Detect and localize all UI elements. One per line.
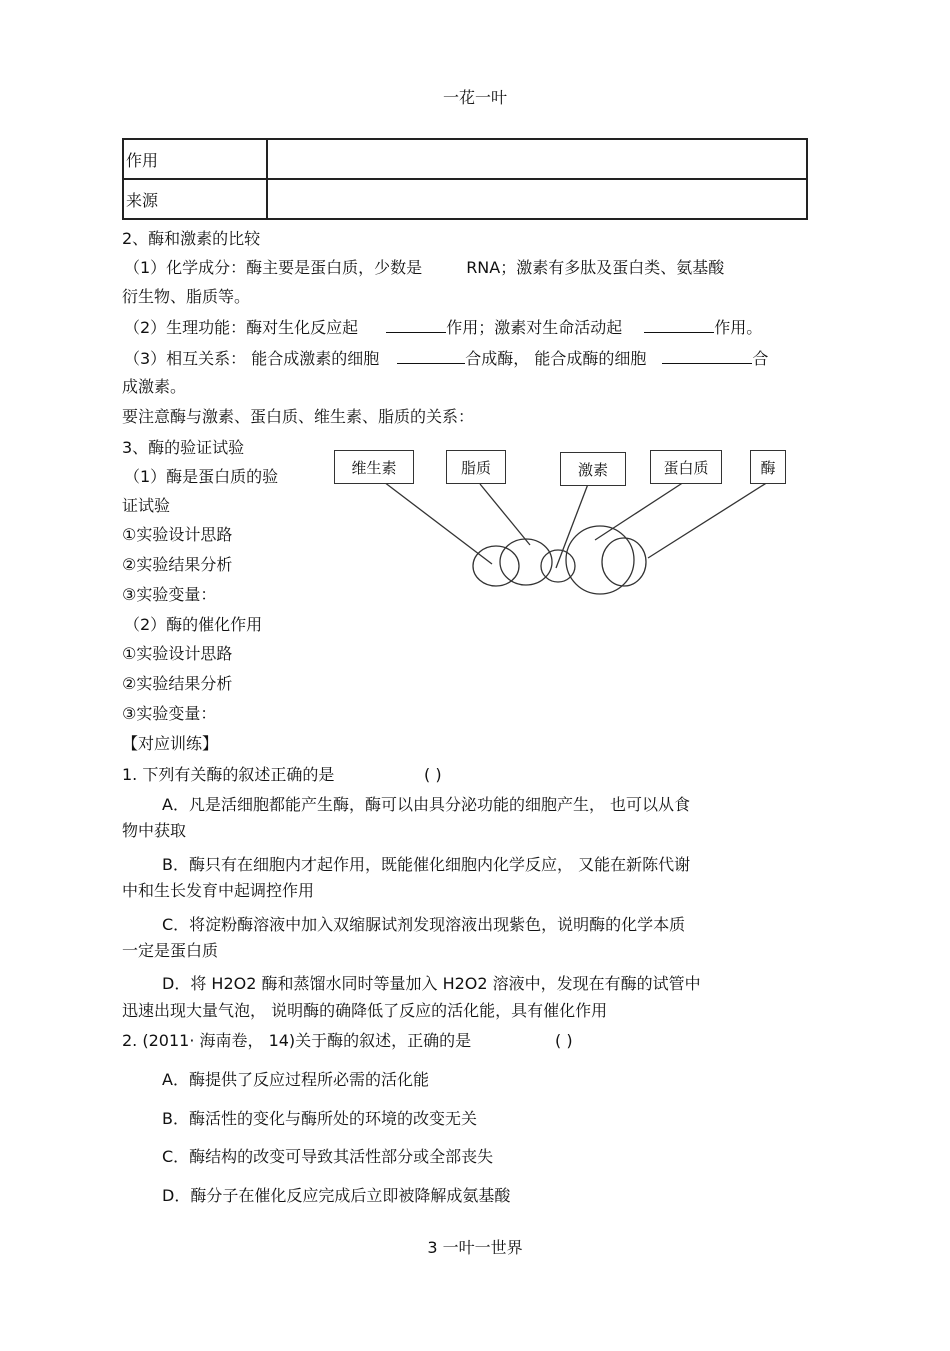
section3-sub1: （1）酶是蛋白质的验 bbox=[124, 467, 279, 486]
training-title: 【对应训练】 bbox=[122, 734, 219, 753]
q2-option-b: B．酶活性的变化与酶所处的环境的改变无关 bbox=[162, 1109, 477, 1128]
q2-option-c: C．酶结构的改变可导致其活性部分或全部丧失 bbox=[162, 1147, 494, 1166]
q1-option-b-cont: 中和生长发育中起调控作用 bbox=[122, 881, 315, 900]
diagram-box-enzyme: 酶 bbox=[750, 450, 786, 484]
question-1-answer-paren: ( ) bbox=[424, 765, 442, 784]
q2-option-a: A．酶提供了反应过程所必需的活化能 bbox=[162, 1070, 429, 1089]
connector-line bbox=[595, 482, 684, 540]
question-1-stem: 1. 下列有关酶的叙述正确的是 bbox=[122, 765, 335, 784]
diagram-box-lipid: 脂质 bbox=[446, 450, 506, 484]
q1-option-b: B．酶只有在细胞内才起作用，既能催化细胞内化学反应， 又能在新陈代谢 bbox=[162, 855, 691, 874]
sub1-item: ②实验结果分析 bbox=[122, 555, 233, 574]
connector-line bbox=[556, 484, 588, 568]
q1-option-c-cont: 一定是蛋白质 bbox=[122, 941, 219, 960]
table-label-source: 来源 bbox=[123, 179, 267, 219]
section2-line1-cont: 衍生物、脂质等。 bbox=[122, 287, 251, 306]
page-footer: 3 一叶一世界 bbox=[427, 1238, 523, 1257]
sub1-item: ①实验设计思路 bbox=[122, 525, 233, 544]
q1-option-c: C．将淀粉酶溶液中加入双缩脲试剂发现溶液出现紫色，说明酶的化学本质 bbox=[162, 915, 686, 934]
q1-option-a-cont: 物中获取 bbox=[122, 821, 187, 840]
q1-option-d-cont: 迅速出现大量气泡， 说明酶的确降低了反应的活化能，具有催化作用 bbox=[122, 1001, 608, 1020]
table-label-function: 作用 bbox=[123, 139, 267, 179]
line3-part-a: （3）相互关系： 能合成激素的细胞 bbox=[124, 349, 380, 368]
line2-part-a: （2）生理功能：酶对生化反应起 bbox=[124, 318, 359, 337]
line2-part-b: 作用；激素对生命活动起 bbox=[446, 318, 623, 337]
lipid-circle bbox=[500, 539, 552, 585]
sub1-item: ③实验变量： bbox=[122, 585, 217, 604]
vitamin-circle bbox=[473, 546, 519, 586]
relationship-note: 要注意酶与激素、蛋白质、维生素、脂质的关系： bbox=[122, 407, 475, 426]
sub2-item: ③实验变量： bbox=[122, 704, 217, 723]
diagram-box-protein: 蛋白质 bbox=[650, 450, 722, 484]
line1-part-b: RNA；激素有多肽及蛋白类、氨基酸 bbox=[466, 258, 725, 277]
q1-option-d: D．将 H2O2 酶和蒸馏水同时等量加入 H2O2 溶液中，发现在有酶的试管中 bbox=[162, 974, 701, 993]
section3-title: 3、酶的验证试验 bbox=[122, 438, 245, 457]
hormone-circle bbox=[541, 550, 575, 582]
connector-line bbox=[480, 484, 530, 545]
q2-option-d: D．酶分子在催化反应完成后立即被降解成氨基酸 bbox=[162, 1186, 511, 1205]
question-2-answer-paren: ( ) bbox=[555, 1031, 573, 1050]
diagram-box-hormone: 激素 bbox=[560, 452, 626, 486]
line3-part-b: 合成酶， 能合成酶的细胞 bbox=[465, 349, 647, 368]
question-2-stem: 2. (2011· 海南卷， 14)关于酶的叙述，正确的是 bbox=[122, 1031, 472, 1050]
enzyme-circle bbox=[602, 538, 646, 586]
section2-title: 2、酶和激素的比较 bbox=[122, 229, 261, 248]
sub2-item: ①实验设计思路 bbox=[122, 644, 233, 663]
diagram-box-vitamin: 维生素 bbox=[334, 450, 414, 484]
line1-part-a: （1）化学成分：酶主要是蛋白质，少数是 bbox=[124, 258, 423, 277]
line3-part-c: 合 bbox=[752, 349, 769, 368]
sub2-item: ②实验结果分析 bbox=[122, 674, 233, 693]
q1-option-a: A．凡是活细胞都能产生酶，酶可以由具分泌功能的细胞产生， 也可以从食 bbox=[162, 795, 691, 814]
section3-sub2: （2）酶的催化作用 bbox=[124, 615, 263, 634]
line2-part-c: 作用。 bbox=[714, 318, 763, 337]
page-header: 一花一叶 bbox=[442, 88, 507, 107]
section2-line3-cont: 成激素。 bbox=[122, 377, 187, 396]
connector-line bbox=[384, 482, 492, 564]
section3-sub1-cont: 证试验 bbox=[122, 496, 171, 515]
